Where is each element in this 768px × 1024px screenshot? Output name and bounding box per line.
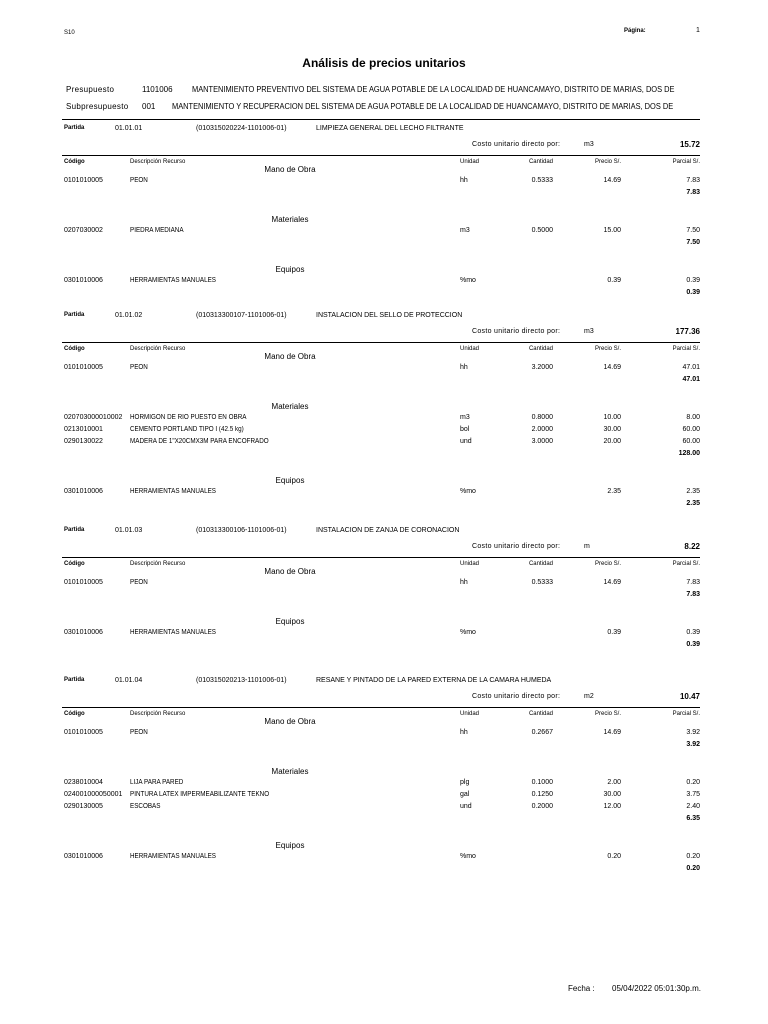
costo-label: Costo unitario directo por: [472,543,561,550]
costo-label: Costo unitario directo por: [472,693,561,700]
row-parcial: 60.00 [682,426,700,433]
costo-unit: m [584,543,590,550]
col-header-cantidad: Cantidad [528,561,553,567]
row-description: PEON [130,177,148,184]
row-price: 14.69 [603,729,621,736]
row-price: 0.20 [607,853,621,860]
group-heading-equipos: Equipos [275,265,305,274]
page-title: Análisis de precios unitarios [302,56,466,70]
group-heading-mano: Mano de Obra [264,165,316,174]
col-header-precio: Precio S/. [594,159,621,165]
row-parcial: 7.83 [686,579,700,586]
row-parcial: 2.35 [686,488,700,495]
row-quantity: 0.1000 [531,779,553,786]
row-price: 12.00 [603,803,621,810]
partida-code: (010313300107-1101006-01) [196,312,287,319]
col-header-descripcion: Descripción Recurso [130,346,186,352]
costo-label: Costo unitario directo por: [472,328,561,335]
row-code: 024001000050001 [64,791,123,798]
row-description: PEON [130,364,148,371]
group-total-mano: 3.92 [686,741,700,748]
costo-value: 177.36 [675,327,700,336]
costo-value: 10.47 [679,692,700,701]
partida-number: 01.01.01 [115,125,143,132]
col-header-cantidad: Cantidad [528,346,553,352]
row-code: 0301010006 [64,629,103,636]
costo-label: Costo unitario directo por: [472,141,561,148]
partida-label: Partida [64,125,85,131]
row-unit: %mo [460,277,476,284]
row-price: 0.39 [607,277,621,284]
row-parcial: 7.50 [686,227,700,234]
partida-label: Partida [64,527,85,533]
costo-unit: m2 [584,693,594,700]
row-unit: bol [460,426,470,433]
partida-divider [62,557,700,558]
partida-divider [62,707,700,708]
subpresupuesto-code: 001 [142,102,156,111]
col-header-descripcion: Descripción Recurso [130,711,186,717]
row-unit: m3 [460,414,470,421]
row-unit: %mo [460,629,476,636]
col-header-parcial: Parcial S/. [672,561,700,567]
row-price: 30.00 [603,791,621,798]
presupuesto-description: MANTENIMIENTO PREVENTIVO DEL SISTEMA DE AGUA POTABLE DE LA LOCALIDAD DE HUANCAMAYO, DISTRITO DE MARIAS, DOS DE [192,85,675,94]
row-description: ESCOBAS [130,803,161,810]
row-price: 0.39 [607,629,621,636]
partida-number: 01.01.02 [115,312,143,319]
row-unit: und [460,803,472,810]
row-price: 15.00 [603,227,621,234]
row-description: PEON [130,579,148,586]
group-total-materiales: 7.50 [686,239,700,246]
group-heading-equipos: Equipos [275,476,305,485]
row-description: PEON [130,729,148,736]
row-parcial: 0.39 [686,629,700,636]
row-quantity: 3.0000 [531,438,553,445]
row-quantity: 0.8000 [531,414,553,421]
row-parcial: 0.39 [686,277,700,284]
row-code: 0101010005 [64,729,103,736]
row-code: 0101010005 [64,177,103,184]
col-header-codigo: Código [64,159,85,165]
group-heading-mano: Mano de Obra [264,717,316,726]
header-divider [62,119,700,120]
row-parcial: 8.00 [686,414,700,421]
row-unit: %mo [460,853,476,860]
row-quantity: 2.0000 [531,426,553,433]
row-code: 0301010006 [64,853,103,860]
row-unit: hh [460,177,468,184]
group-total-materiales: 128.00 [678,450,700,457]
col-header-cantidad: Cantidad [528,711,553,717]
group-heading-equipos: Equipos [275,841,305,850]
col-header-precio: Precio S/. [594,346,621,352]
row-parcial: 0.20 [686,853,700,860]
row-parcial: 0.20 [686,779,700,786]
page-number: 1 [696,27,700,34]
subpresupuesto-description: MANTENIMIENTO Y RECUPERACION DEL SISTEMA DE AGUA POTABLE DE LA LOCALIDAD DE HUANCAMAYO, DISTRITO DE MARIAS, DOS DE [172,102,674,111]
partida-description: INSTALACION DEL SELLO DE PROTECCION [316,312,463,319]
s10-label: S10 [64,30,75,36]
row-description: CEMENTO PORTLAND TIPO I (42.5 kg) [130,426,244,433]
subpresupuesto-label: Subpresupuesto [66,102,129,111]
col-header-unidad: Unidad [460,159,480,165]
row-code: 020703000010002 [64,414,123,421]
partida-code: (010315020213-1101006-01) [196,677,287,684]
row-description: HORMIGON DE RIO PUESTO EN OBRA [130,414,247,421]
partida-description: INSTALACION DE ZANJA DE CORONACION [316,527,460,534]
row-unit: hh [460,729,468,736]
col-header-cantidad: Cantidad [528,159,553,165]
presupuesto-code: 1101006 [142,85,173,94]
row-description: HERRAMIENTAS MANUALES [130,277,217,284]
row-price: 14.69 [603,579,621,586]
row-code: 0290130005 [64,803,103,810]
col-header-descripcion: Descripción Recurso [130,159,186,165]
row-description: MADERA DE 1"X20CMX3M PARA ENCOFRADO [130,438,269,445]
row-unit: gal [460,791,470,798]
col-header-unidad: Unidad [460,711,480,717]
row-quantity: 0.5333 [531,177,553,184]
page-label: Página: [624,28,646,34]
group-heading-mano: Mano de Obra [264,352,316,361]
row-parcial: 3.92 [686,729,700,736]
partida-number: 01.01.04 [115,677,143,684]
row-code: 0101010005 [64,579,103,586]
row-code: 0290130022 [64,438,103,445]
row-unit: hh [460,579,468,586]
row-description: PINTURA LATEX IMPERMEABILIZANTE TEKNO [130,791,270,798]
group-heading-mano: Mano de Obra [264,567,316,576]
row-quantity: 0.5333 [531,579,553,586]
row-code: 0301010006 [64,277,103,284]
fecha-label: Fecha : [568,984,595,993]
partida-code: (010313300106-1101006-01) [196,527,287,534]
row-parcial: 60.00 [682,438,700,445]
group-heading-materiales: Materiales [271,767,309,776]
row-quantity: 0.2667 [531,729,553,736]
row-price: 2.00 [607,779,621,786]
row-quantity: 0.2000 [531,803,553,810]
group-total-mano: 47.01 [682,376,700,383]
row-description: HERRAMIENTAS MANUALES [130,488,217,495]
row-unit: m3 [460,227,470,234]
row-price: 14.69 [603,364,621,371]
col-header-parcial: Parcial S/. [672,346,700,352]
partida-label: Partida [64,312,85,318]
group-heading-materiales: Materiales [271,402,309,411]
costo-unit: m3 [584,328,594,335]
group-heading-equipos: Equipos [275,617,305,626]
row-description: HERRAMIENTAS MANUALES [130,629,217,636]
partida-description: RESANE Y PINTADO DE LA PARED EXTERNA DE LA CAMARA HUMEDA [316,677,552,684]
row-parcial: 3.75 [686,791,700,798]
col-header-parcial: Parcial S/. [672,159,700,165]
partida-code: (010315020224-1101006-01) [196,125,287,132]
row-description: PIEDRA MEDIANA [130,227,184,234]
col-header-precio: Precio S/. [594,711,621,717]
row-unit: und [460,438,472,445]
group-total-equipos: 2.35 [686,500,700,507]
row-quantity: 0.1250 [531,791,553,798]
row-description: HERRAMIENTAS MANUALES [130,853,217,860]
partida-label: Partida [64,677,85,683]
col-header-precio: Precio S/. [594,561,621,567]
col-header-unidad: Unidad [460,346,480,352]
partida-description: LIMPIEZA GENERAL DEL LECHO FILTRANTE [316,125,464,132]
group-total-mano: 7.83 [686,591,700,598]
row-price: 10.00 [603,414,621,421]
costo-value: 8.22 [684,542,700,551]
presupuesto-label: Presupuesto [66,85,115,94]
col-header-codigo: Código [64,561,85,567]
col-header-codigo: Código [64,346,85,352]
row-unit: hh [460,364,468,371]
row-code: 0301010006 [64,488,103,495]
group-total-equipos: 0.39 [686,641,700,648]
fecha-value: 05/04/2022 05:01:30p.m. [612,984,701,993]
group-total-equipos: 0.39 [686,289,700,296]
group-total-materiales: 6.35 [686,815,700,822]
row-code: 0213010001 [64,426,103,433]
partida-divider [62,155,700,156]
row-unit: %mo [460,488,476,495]
group-heading-materiales: Materiales [271,215,309,224]
row-parcial: 7.83 [686,177,700,184]
costo-value: 15.72 [679,140,700,149]
group-total-mano: 7.83 [686,189,700,196]
row-parcial: 47.01 [682,364,700,371]
col-header-parcial: Parcial S/. [672,711,700,717]
partida-number: 01.01.03 [115,527,143,534]
row-parcial: 2.40 [686,803,700,810]
row-quantity: 0.5000 [531,227,553,234]
row-quantity: 3.2000 [531,364,553,371]
costo-unit: m3 [584,141,594,148]
partida-divider [62,342,700,343]
col-header-descripcion: Descripción Recurso [130,561,186,567]
row-unit: plg [460,779,470,786]
row-code: 0238010004 [64,779,103,786]
row-description: LIJA PARA PARED [130,779,184,786]
col-header-unidad: Unidad [460,561,480,567]
col-header-codigo: Código [64,711,85,717]
group-total-equipos: 0.20 [686,865,700,872]
row-code: 0207030002 [64,227,103,234]
row-price: 14.69 [603,177,621,184]
row-price: 20.00 [603,438,621,445]
row-price: 2.35 [607,488,621,495]
row-price: 30.00 [603,426,621,433]
row-code: 0101010005 [64,364,103,371]
